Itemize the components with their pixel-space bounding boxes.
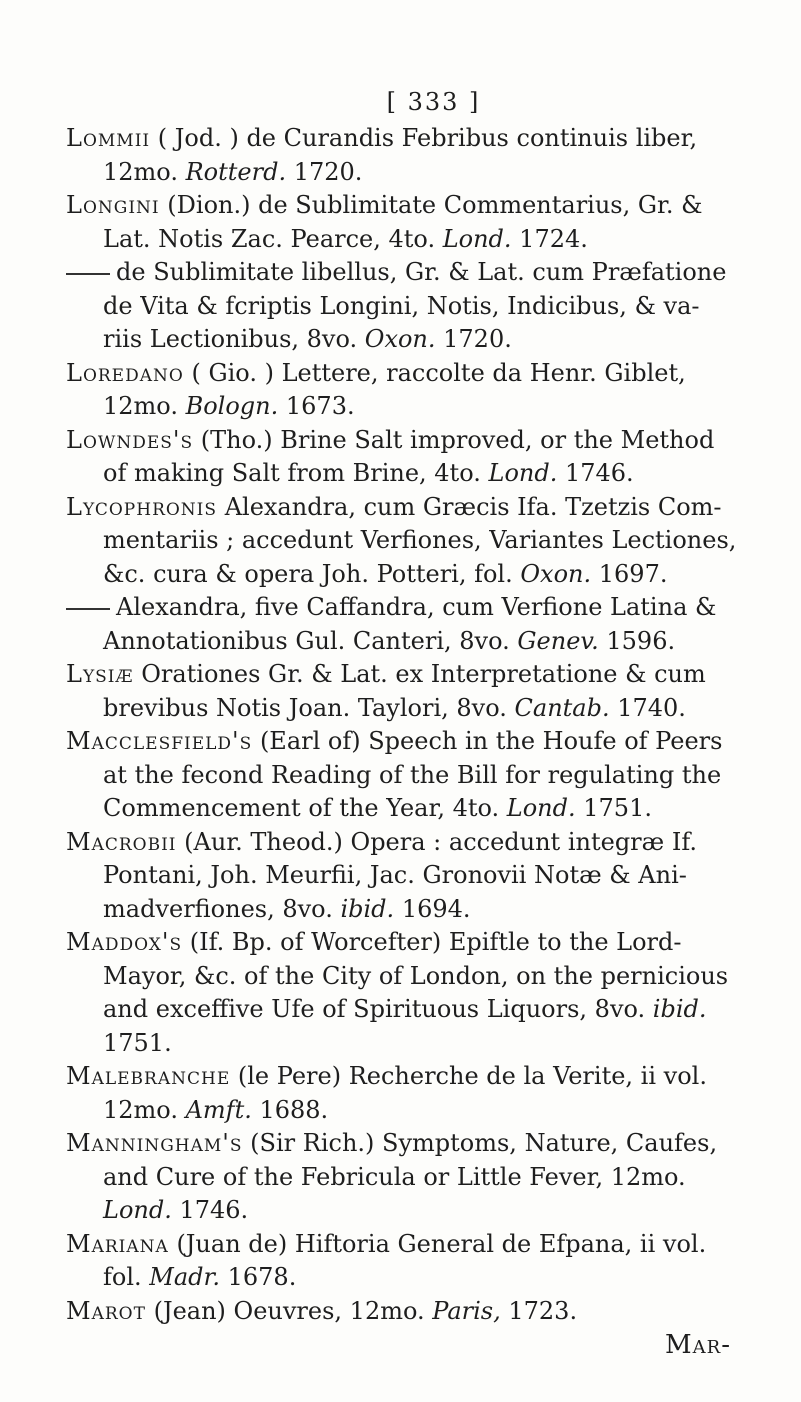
entry-heading: Lycophronis <box>66 492 218 521</box>
entry-text: Commencement of the Year, 4to. <box>103 794 507 822</box>
entry-text: ( Gio. ) Lettere, raccolte da Henr. Giblet, <box>191 358 686 387</box>
entry-heading: Lommii <box>66 124 151 152</box>
imprint-year: 1746. <box>171 1196 249 1224</box>
entry-line <box>66 189 761 223</box>
imprint-year: 1746. <box>557 459 634 487</box>
entry-text: (Juan de) Hiftoria General de Efpana, ii vol. <box>176 1229 707 1258</box>
entry-line <box>66 725 761 759</box>
entry-line <box>66 926 761 960</box>
imprint-year: 1694. <box>394 894 471 923</box>
ditto-dash <box>66 608 110 610</box>
catalogue-entry <box>66 1060 761 1127</box>
entry-text: 12mo. <box>103 392 186 420</box>
entry-line <box>66 223 761 257</box>
catalogue-entry <box>66 1295 761 1329</box>
entry-line <box>66 457 761 491</box>
entry-text: 12mo. <box>103 157 186 186</box>
entry-heading: Lowndes's <box>66 425 194 454</box>
imprint-place: Amft. <box>185 1095 252 1124</box>
imprint-place: Madr. <box>149 1263 220 1291</box>
imprint-year: 1678. <box>219 1263 297 1291</box>
imprint-place: ibid. <box>652 995 707 1023</box>
entry-line <box>66 993 761 1027</box>
imprint-year: 1724. <box>511 224 588 253</box>
imprint-place: ibid. <box>340 894 395 923</box>
entry-text: Orationes Gr. & Lat. ex Interpretatione & cum <box>141 660 706 688</box>
imprint-place: Lond. <box>103 1196 172 1224</box>
entry-text: &c. cura & opera Joh. Potteri, fol. <box>103 559 521 588</box>
entry-line <box>66 156 761 190</box>
entry-line <box>66 357 761 391</box>
catalogue-entry <box>66 591 761 658</box>
entry-line <box>66 558 761 592</box>
imprint-year: 1673. <box>278 392 355 420</box>
entry-line <box>66 1194 761 1228</box>
imprint-year: 1596. <box>598 626 676 655</box>
entry-line <box>66 826 761 860</box>
catalogue-entry <box>66 926 761 1060</box>
entry-text: (Aur. Theod.) Opera : accedunt integræ If. <box>184 827 697 856</box>
entry-text: at the fecond Reading of the Bill for regulating the <box>103 760 722 789</box>
entry-text: Annotationibus Gul. Canteri, 8vo. <box>103 626 518 655</box>
imprint-place: Genev. <box>517 626 599 655</box>
entry-line <box>66 491 761 525</box>
imprint-year: 1723. <box>500 1296 578 1325</box>
entry-text: (If. Bp. of Worcefter) Epiftle to the Lord- <box>189 928 682 956</box>
imprint-year: 1751. <box>575 794 652 822</box>
page-number: [ 333 ] <box>386 88 481 116</box>
entry-line <box>66 759 761 793</box>
entry-line <box>66 1261 761 1295</box>
entry-line <box>66 122 761 156</box>
entry-list <box>66 122 761 1328</box>
entry-text: Alexandra, cum Græcis Ifa. Tzetzis Com- <box>224 492 722 521</box>
catalogue-entry <box>66 357 761 424</box>
entry-line <box>66 859 761 893</box>
entry-heading: Macclesfield's <box>66 727 253 755</box>
imprint-place: Rotterd. <box>185 157 287 186</box>
catalogue-entry <box>66 1228 761 1295</box>
catalogue-entry <box>66 256 761 357</box>
imprint-place: Oxon. <box>364 325 436 353</box>
entry-text: and exceffive Ufe of Spirituous Liquors, 8vo. <box>103 995 653 1023</box>
entry-line <box>66 1094 761 1128</box>
entry-line <box>66 390 761 424</box>
imprint-year: 1688. <box>251 1095 329 1124</box>
entry-heading: Macrobii <box>66 827 177 856</box>
entry-line <box>66 692 761 726</box>
entry-text: de Sublimitate libellus, Gr. & Lat. cum Præfatione <box>116 258 727 286</box>
entry-heading: Longini <box>66 191 160 219</box>
entry-text: (Tho.) Brine Salt improved, or the Method <box>200 425 715 454</box>
entry-text: ( Jod. ) de Curandis Febribus continuis liber, <box>157 124 698 152</box>
entry-line <box>66 792 761 826</box>
entry-line <box>66 256 761 290</box>
entry-line <box>66 1161 761 1195</box>
imprint-place: Lond. <box>442 224 512 253</box>
entry-heading: Loredano <box>66 358 184 387</box>
catalogue-entry <box>66 491 761 592</box>
entry-text: fol. <box>103 1263 150 1291</box>
entry-line <box>66 625 761 659</box>
imprint-year: 1720. <box>286 157 363 186</box>
entry-line <box>66 524 761 558</box>
imprint-place: Oxon. <box>520 559 592 588</box>
catalogue-entry <box>66 658 761 725</box>
catchword: Mar- <box>665 1330 731 1360</box>
entry-text: (le Pere) Recherche de la Verite, ii vol. <box>237 1062 707 1090</box>
entry-line <box>66 658 761 692</box>
entry-line <box>66 893 761 927</box>
entry-text: brevibus Notis Joan. Taylori, 8vo. <box>103 693 515 722</box>
catalogue-entry <box>66 122 761 189</box>
entry-line <box>66 323 761 357</box>
entry-text: (Sir Rich.) Symptoms, Nature, Caufes, <box>250 1129 718 1157</box>
entry-text: (Jean) Oeuvres, 12mo. <box>153 1296 433 1325</box>
catalogue-entry <box>66 189 761 256</box>
entry-heading: Mariana <box>66 1229 169 1258</box>
entry-text: madverfiones, 8vo. <box>103 894 341 923</box>
imprint-place: Cantab. <box>514 693 610 722</box>
entry-heading: Malebranche <box>66 1062 231 1090</box>
entry-text: of making Salt from Brine, 4to. <box>103 459 489 487</box>
entry-text: 12mo. <box>103 1095 186 1124</box>
imprint-year: 1720. <box>435 325 512 353</box>
entry-text: (Dion.) de Sublimitate Commentarius, Gr. & <box>167 191 703 219</box>
imprint-place: Paris, <box>432 1296 501 1325</box>
catalogue-entry <box>66 424 761 491</box>
entry-heading: Maddox's <box>66 928 183 956</box>
entry-heading: Lysiæ <box>66 660 134 688</box>
imprint-place: Lond. <box>488 459 558 487</box>
entry-line <box>66 290 761 324</box>
entry-text: and Cure of the Febricula or Little Fever, 12mo. <box>103 1162 686 1191</box>
entry-text: (Earl of) Speech in the Houfe of Peers <box>259 727 723 755</box>
imprint-place: Bologn. <box>185 392 279 420</box>
entry-text: mentariis ; accedunt Verfiones, Variantes Lectiones, <box>103 526 737 554</box>
entry-text: Lat. Notis Zac. Pearce, 4to. <box>103 224 443 253</box>
entry-line <box>66 1295 761 1329</box>
imprint-place: Lond. <box>506 794 576 822</box>
entry-text: Alexandra, five Caffandra, cum Verfione Latina & <box>116 593 717 621</box>
entry-line <box>66 591 761 625</box>
entry-text: riis Lectionibus, 8vo. <box>103 325 365 353</box>
entry-line <box>66 960 761 994</box>
entry-heading: Manningham's <box>66 1129 243 1157</box>
imprint-year: 1740. <box>609 693 686 722</box>
imprint-year: 1697. <box>591 559 668 588</box>
entry-line <box>66 1060 761 1094</box>
entry-line <box>66 1228 761 1262</box>
entry-line <box>66 1127 761 1161</box>
entry-line <box>66 424 761 458</box>
catalogue-entry <box>66 1127 761 1228</box>
catalogue-entry <box>66 826 761 927</box>
entry-heading: Marot <box>66 1296 146 1325</box>
entry-text: Mayor, &c. of the City of London, on the pernicious <box>103 961 729 990</box>
imprint-year-overflow: 1751. <box>103 1028 172 1057</box>
catalogue-entry <box>66 725 761 826</box>
ditto-dash <box>66 273 110 275</box>
entry-text: Pontani, Joh. Meurfii, Jac. Gronovii Notæ & Ani- <box>103 861 687 889</box>
entry-text: de Vita & fcriptis Longini, Notis, Indicibus, & va- <box>103 291 700 320</box>
